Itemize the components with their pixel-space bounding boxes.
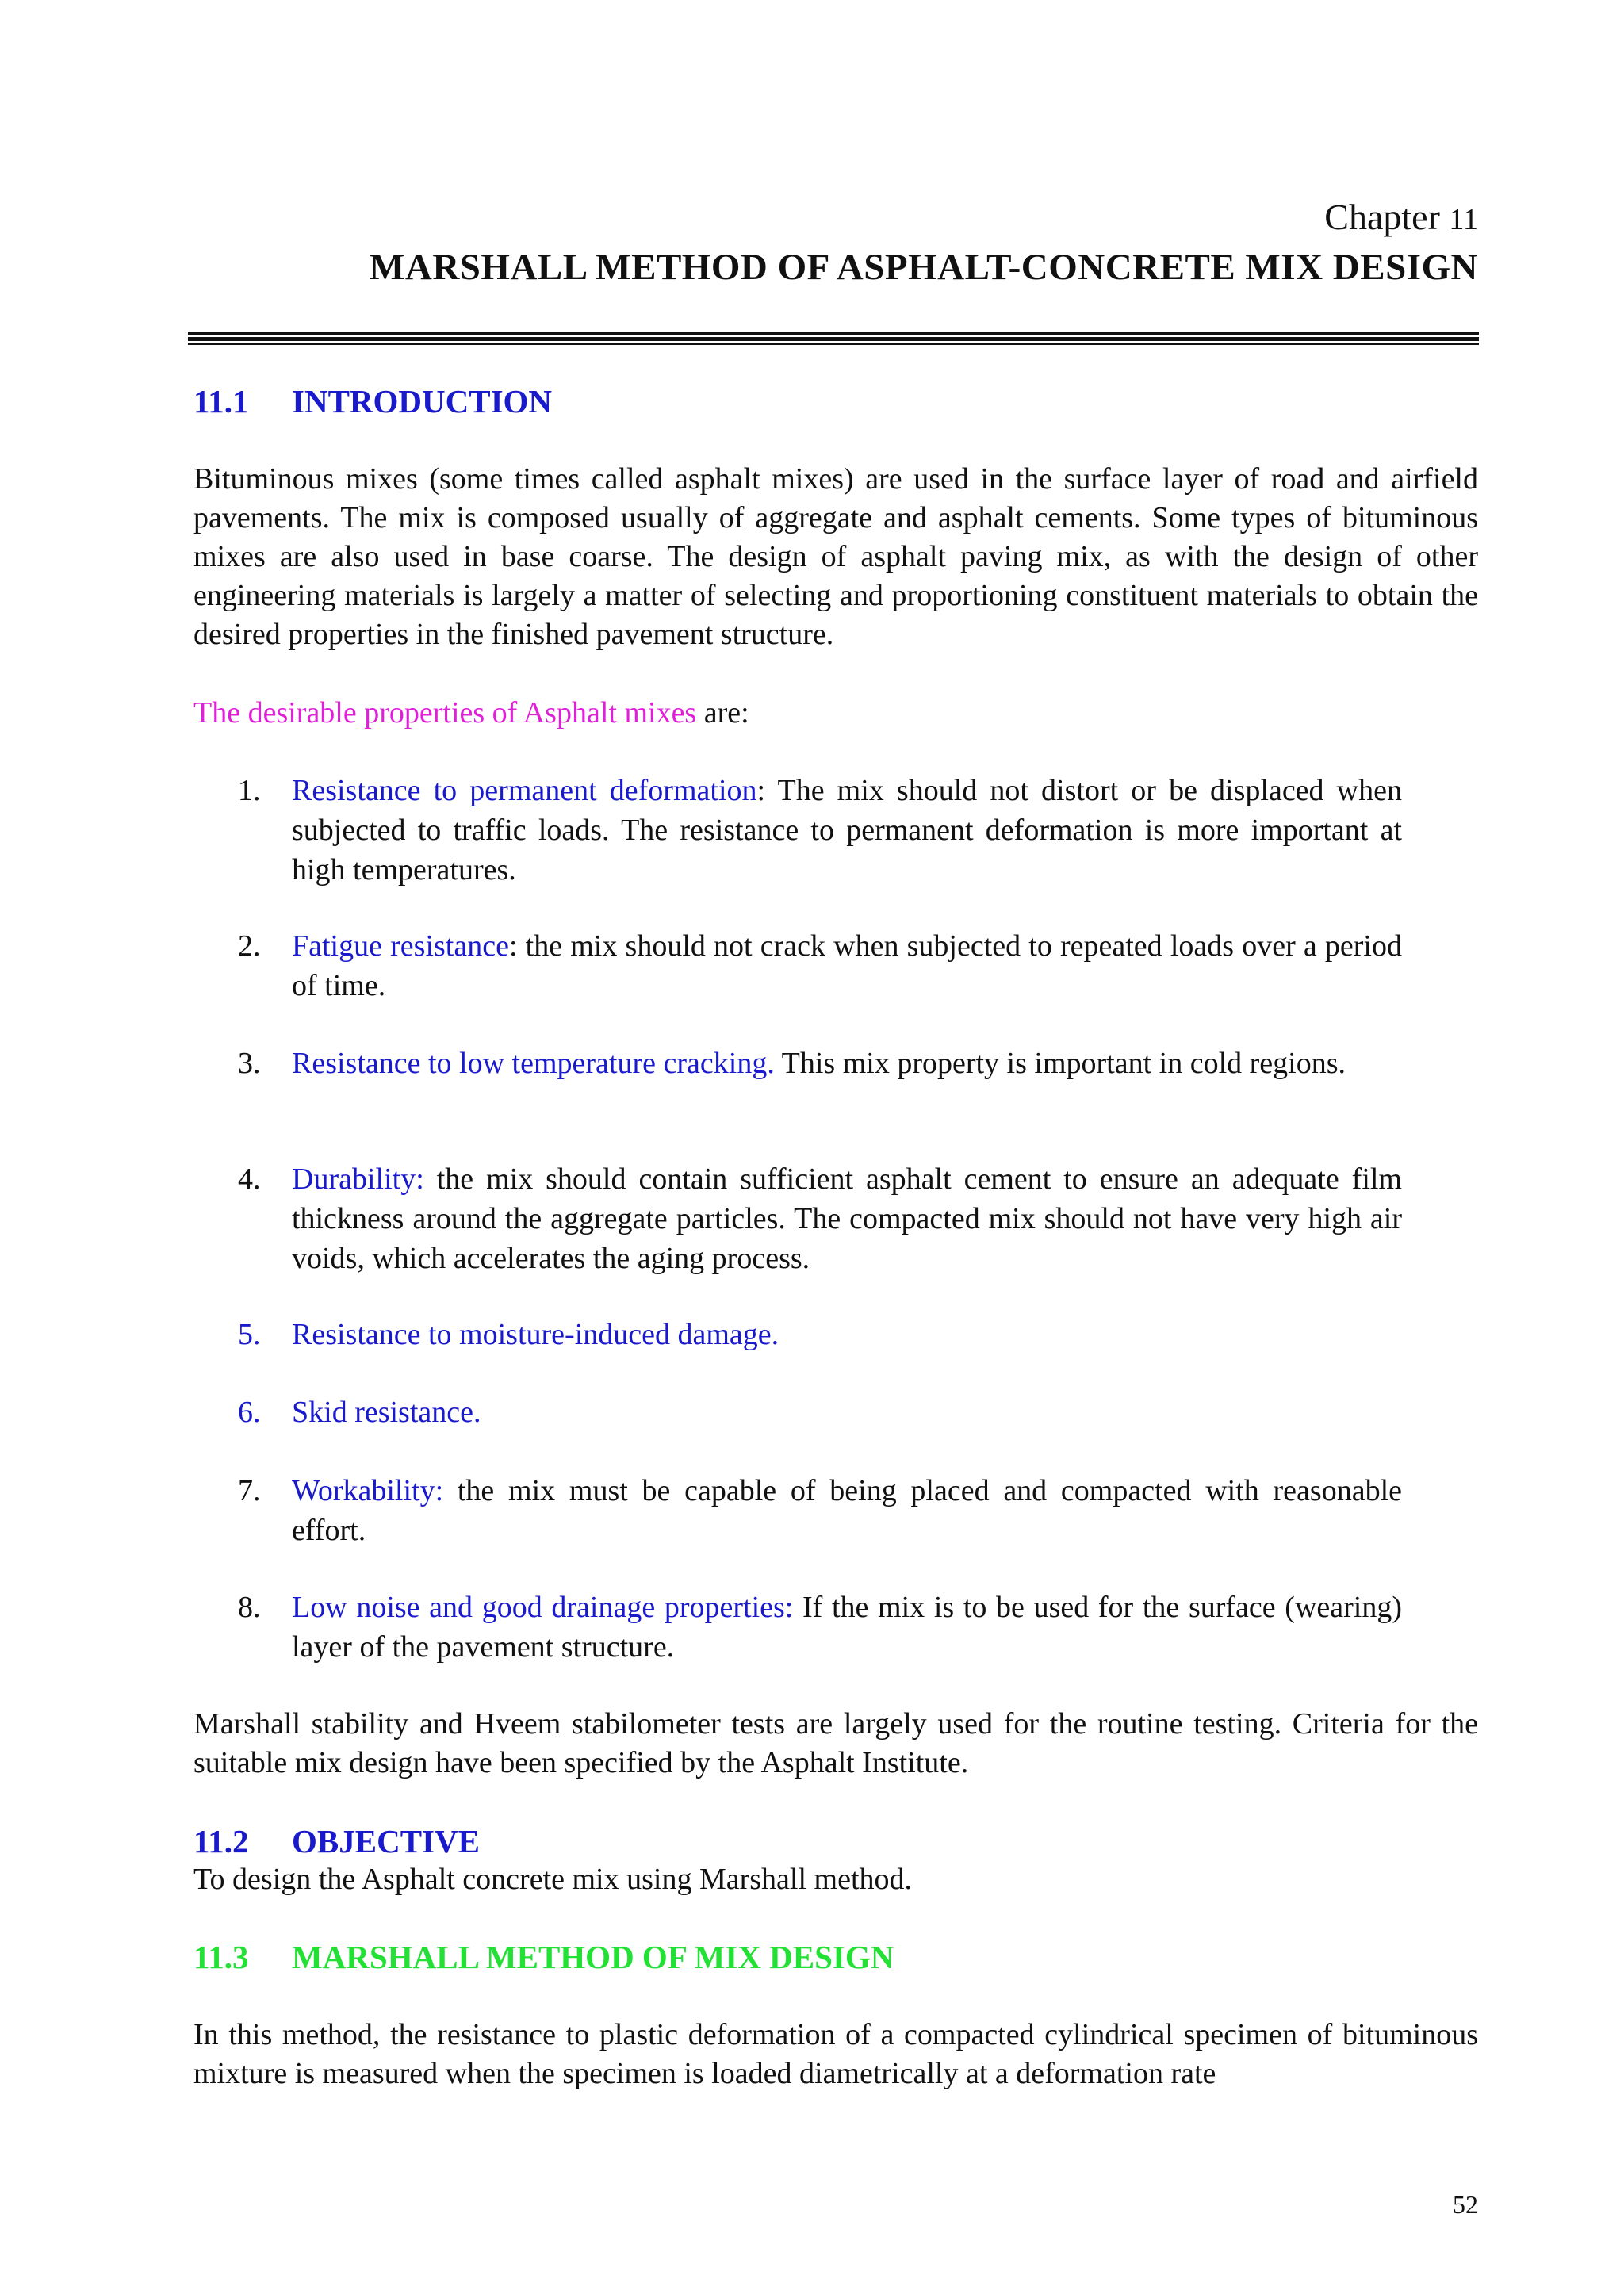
chapter-number: 11 — [1449, 203, 1478, 236]
marshall-paragraph: In this method, the resistance to plastic deformation of a compacted cylindrical specimen of bituminous mixture is measured when the specimen is loaded diametrically at a deformation rate — [193, 2018, 1478, 2090]
list-item-number: 2. — [238, 929, 261, 963]
objective-text: To design the Asphalt concrete mix using Marshall method. — [193, 1863, 913, 1896]
section-title: OBJECTIVE — [292, 1823, 480, 1859]
list-item-number: 1. — [238, 774, 261, 807]
list-item — [238, 926, 1402, 1005]
section-title: MARSHALL METHOD OF MIX DESIGN — [292, 1939, 894, 1975]
list-item — [238, 1159, 1402, 1278]
list-item-label: Durability: — [292, 1162, 424, 1196]
section-number: 11.1 — [193, 383, 249, 419]
section-number: 11.2 — [193, 1823, 249, 1859]
list-item-text: the mix should contain sufficient asphalt cement to ensure an adequate film thickness around the aggregate particles. The compacted mix should not have very high air voids, which accelerates the aging process. — [292, 1162, 1402, 1275]
header-rule-top — [188, 332, 1479, 335]
list-item-text: the mix must be capable of being placed and compacted with reasonable effort. — [292, 1474, 1402, 1547]
list-item-label: Resistance to permanent deformation — [292, 774, 757, 807]
section-number: 11.3 — [193, 1939, 249, 1975]
list-item — [238, 1587, 1402, 1667]
list-item-label: Workability: — [292, 1474, 444, 1507]
list-item-number: 6. — [238, 1396, 261, 1429]
list-item-number: 4. — [238, 1162, 261, 1196]
list-item — [238, 1471, 1402, 1550]
list-item — [238, 771, 1402, 890]
list-item-text: If the mix is to be used for the surface (wearing) layer of the pavement structure. — [292, 1591, 1402, 1664]
intro-paragraph: Bituminous mixes (some times called asphalt mixes) are used in the surface layer of road and airfield pavements. The mix is composed usually of aggregate and asphalt cements. Some types of bituminous mixes are also used in base coarse. The design of asphalt paving mix, as with the design of other engineering materials is largely a matter of selecting and proportioning constituent materials to obtain the desired properties in the finished pavement structure. — [193, 462, 1478, 651]
chapter-word: Chapter — [1324, 197, 1440, 237]
list-item-number: 5. — [238, 1318, 261, 1351]
header-rule-bottom — [188, 343, 1479, 345]
testing-paragraph: Marshall stability and Hveem stabilometer tests are largely used for the routine testing. Criteria for the suitable mix design have been specified by the Asphalt Institute. — [193, 1707, 1478, 1779]
properties-lead — [193, 694, 1478, 733]
list-item-text: : The mix should not distort or be displaced when subjected to traffic loads. The resistance to permanent deformation is more important at high temperatures. — [292, 774, 1402, 887]
list-item-number: 7. — [238, 1474, 261, 1507]
chapter-title: MARSHALL METHOD OF ASPHALT-CONCRETE MIX DESIGN — [370, 247, 1478, 288]
chapter-label — [370, 195, 1478, 242]
chapter-header — [370, 195, 1478, 293]
list-item-label: Skid resistance. — [292, 1396, 481, 1429]
list-item — [238, 1392, 1402, 1432]
list-item-label: Fatigue resistance — [292, 929, 509, 963]
section-heading-marshall-method — [193, 1936, 1478, 1978]
section-heading-objective — [193, 1821, 1478, 1862]
page-number: 52 — [1453, 2190, 1478, 2219]
list-item-text: This mix property is important in cold regions. — [774, 1047, 1346, 1080]
list-item — [238, 1044, 1402, 1083]
list-item-number: 8. — [238, 1591, 261, 1624]
properties-lead-highlight: The desirable properties of Asphalt mixes — [193, 696, 697, 730]
properties-lead-rest: are: — [696, 696, 749, 730]
section-title: INTRODUCTION — [292, 383, 553, 419]
list-item-number: 3. — [238, 1047, 261, 1080]
section-heading-introduction — [193, 381, 1478, 422]
header-rule-middle — [188, 337, 1479, 341]
list-item-label: Resistance to low temperature cracking. — [292, 1047, 775, 1080]
list-item-text: : the mix should not crack when subjected to repeated loads over a period of time. — [292, 929, 1402, 1002]
list-item — [238, 1315, 1402, 1354]
list-item-label: Resistance to moisture-induced damage. — [292, 1318, 779, 1351]
list-item-label: Low noise and good drainage properties: — [292, 1591, 794, 1624]
